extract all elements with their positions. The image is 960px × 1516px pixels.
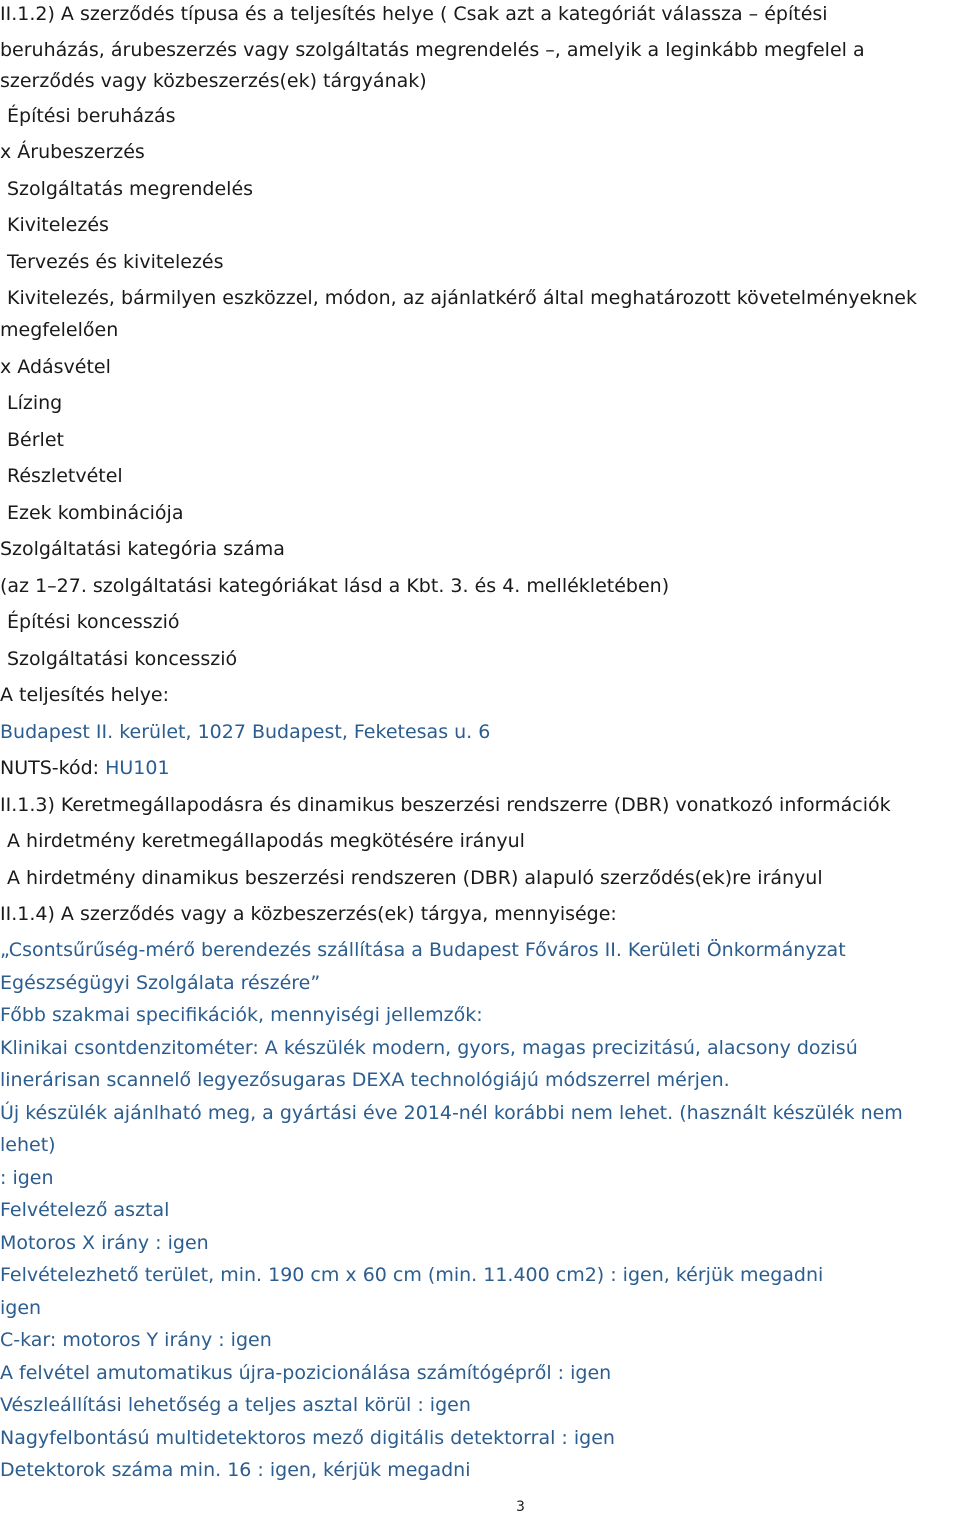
section-heading: II.1.3) Keretmegállapodásra és dinamikus beszerzési rendszerre (DBR) vonatkozó információk <box>0 794 891 816</box>
option-item: Lízing <box>7 392 63 414</box>
option-item: Szolgáltatási koncesszió <box>7 648 238 670</box>
body-line: Felvételezhető terület, min. 190 cm x 60 cm (min. 11.400 cm2) : igen, kérjük megadni <box>0 1264 824 1286</box>
body-line: C-kar: motoros Y irány : igen <box>0 1329 272 1351</box>
body-line: Egészségügyi Szolgálata részére” <box>0 972 321 994</box>
place-label: A teljesítés helye: <box>0 684 170 706</box>
body-line: igen <box>0 1297 42 1319</box>
body-line: Főbb szakmai specifikációk, mennyiségi jellemzők: <box>0 1004 483 1026</box>
option-item: Kivitelezés <box>7 214 109 236</box>
section-heading-line: beruházás, árubeszerzés vagy szolgáltatás megrendelés –, amelyik a leginkább megfelel a <box>0 39 865 61</box>
body-line: Felvételező asztal <box>0 1199 170 1221</box>
section-heading-line: II.1.2) A szerződés típusa és a teljesítés helye ( Csak azt a kategóriát válassza – építési <box>0 3 828 25</box>
option-item: Kivitelezés, bármilyen eszközzel, módon, az ajánlatkérő által meghatározott követelményeknek <box>7 287 917 309</box>
option-item: Bérlet <box>7 429 64 451</box>
body-line: Új készülék ajánlható meg, a gyártási éve 2014-nél korábbi nem lehet. (használt készülék nem <box>0 1102 903 1124</box>
option-item: Ezek kombinációja <box>7 502 184 524</box>
option-item: x Árubeszerzés <box>0 141 145 163</box>
body-line: lehet) <box>0 1134 56 1156</box>
body-line: Vészleállítási lehetőség a teljes asztal körül : igen <box>0 1394 471 1416</box>
option-item: Szolgáltatás megrendelés <box>7 178 254 200</box>
body-line: linerárisan scannelő legyezősugaras DEXA technológiájú módszerrel mérjen. <box>0 1069 730 1091</box>
option-item: A hirdetmény keretmegállapodás megkötésére irányul <box>7 830 525 852</box>
option-item: Részletvétel <box>7 465 123 487</box>
body-line: A felvétel amutomatikus újra-pozicionálása számítógépről : igen <box>0 1362 612 1384</box>
category-note: (az 1–27. szolgáltatási kategóriákat lásd a Kbt. 3. és 4. mellékletében) <box>0 575 670 597</box>
option-item: x Adásvétel <box>0 356 111 378</box>
page-number: 3 <box>516 1499 525 1515</box>
nuts-value: HU101 <box>105 757 170 779</box>
option-item: Építési koncesszió <box>7 611 180 633</box>
section-heading-line: szerződés vagy közbeszerzés(ek) tárgyának) <box>0 70 427 92</box>
body-line: Nagyfelbontású multidetektoros mező digitális detektorral : igen <box>0 1427 615 1449</box>
body-line: Detektorok száma min. 16 : igen, kérjük megadni <box>0 1459 471 1481</box>
option-item: megfelelően <box>0 319 119 341</box>
body-line: Klinikai csontdenzitométer: A készülék modern, gyors, magas precizitású, alacsony dozisú <box>0 1037 858 1059</box>
body-line: Motoros X irány : igen <box>0 1232 209 1254</box>
option-item: A hirdetmény dinamikus beszerzési rendszeren (DBR) alapuló szerződés(ek)re irányul <box>7 867 823 889</box>
nuts-code-line <box>0 756 170 780</box>
nuts-label: NUTS-kód: <box>0 757 106 779</box>
body-line: : igen <box>0 1167 54 1189</box>
section-heading: II.1.4) A szerződés vagy a közbeszerzés(ek) tárgya, mennyisége: <box>0 903 617 925</box>
body-line: „Csontsűrűség-mérő berendezés szállítása a Budapest Főváros II. Kerületi Önkormányzat <box>0 939 846 961</box>
place-value: Budapest II. kerület, 1027 Budapest, Feketesas u. 6 <box>0 721 491 743</box>
option-item: Építési beruházás <box>7 105 176 127</box>
option-item: Tervezés és kivitelezés <box>7 251 224 273</box>
category-label: Szolgáltatási kategória száma <box>0 538 285 560</box>
